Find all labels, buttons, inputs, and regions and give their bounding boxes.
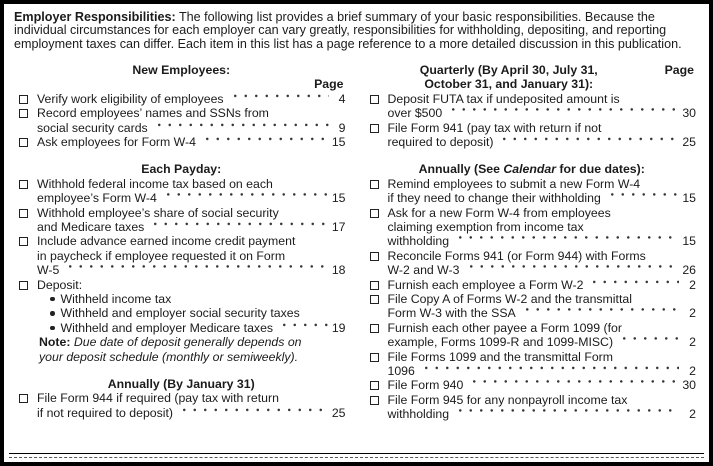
checklist-item — [17, 206, 346, 235]
checkbox-icon[interactable] — [370, 124, 379, 133]
checkbox-icon[interactable] — [19, 209, 28, 218]
item-text: Deposit: — [37, 277, 83, 292]
bullet-text: Withheld and employer Medicare taxes — [60, 320, 274, 335]
dot-leader — [607, 191, 679, 205]
checklist-item — [17, 391, 346, 420]
page-ref: 26 — [682, 263, 696, 278]
note-text: your deposit schedule (monthly or semiweekly). — [39, 349, 299, 364]
section-heading-new-employees: New Employees: — [132, 62, 231, 77]
item-text: Remind employees to submit a new Form W-4 — [387, 176, 641, 191]
left-column — [17, 63, 346, 422]
dot-leader — [65, 263, 327, 277]
item-text: W-5 — [37, 263, 60, 278]
checklist-item — [368, 292, 697, 321]
bullet-text: Withheld and employer social security taxes — [60, 306, 300, 321]
item-text: claiming exemption from income tax — [387, 219, 584, 234]
bottom-rule-dashed — [9, 457, 704, 458]
item-text: Ask employees for Form W-4 — [37, 134, 196, 149]
section-heading-quarterly-line2: October 31, and January 31): — [424, 77, 594, 92]
item-text: Include advance earned income credit payment — [37, 234, 296, 249]
item-text: over $500 — [387, 106, 443, 121]
bullet-line — [37, 321, 346, 335]
item-text: File Form 940 — [387, 378, 464, 393]
item-text: withholding — [387, 407, 450, 422]
checklist-item — [368, 321, 697, 350]
item-text: Verify work eligibility of employees — [37, 91, 224, 106]
page-ref: 2 — [689, 306, 696, 321]
checkbox-icon[interactable] — [370, 209, 379, 218]
bullet-line — [37, 306, 346, 320]
dot-leader — [448, 106, 678, 120]
dot-leader — [154, 121, 329, 135]
item-text: Form W-3 with the SSA — [387, 306, 516, 321]
page-ref: 15 — [682, 191, 696, 206]
dot-leader — [421, 364, 679, 378]
checklist-item — [368, 121, 697, 150]
page-ref: 9 — [338, 120, 346, 135]
page-ref: 15 — [331, 191, 346, 206]
page-ref: 2 — [689, 364, 696, 379]
intro-paragraph — [14, 11, 700, 51]
item-text: required to deposit) — [387, 134, 494, 149]
checklist-item — [17, 177, 346, 206]
item-text: example, Forms 1099-R and 1099-MISC) — [387, 335, 614, 350]
page-ref: 19 — [331, 320, 346, 335]
dot-leader — [469, 378, 678, 392]
note-lead: Note: — [39, 335, 71, 350]
page-ref: 15 — [331, 134, 346, 149]
item-text: if they need to change their withholding — [387, 191, 601, 206]
checklist-item — [368, 177, 697, 206]
item-text: File Form 945 for any nonpayroll income tax — [387, 392, 628, 407]
checkbox-icon[interactable] — [370, 180, 379, 189]
page-ref: 2 — [689, 407, 696, 422]
checklist-item — [17, 92, 346, 106]
page-ref: 25 — [682, 134, 696, 149]
dot-leader — [150, 220, 327, 234]
checkbox-icon[interactable] — [19, 394, 28, 403]
item-text: Ask for a new Form W-4 from employees — [387, 205, 611, 220]
bullet-text: Withheld income tax — [60, 291, 172, 306]
checklist-item — [368, 92, 697, 121]
item-text: Withhold federal income tax based on each — [37, 176, 273, 191]
item-text: File Forms 1099 and the transmittal Form — [387, 349, 614, 364]
dot-leader — [179, 406, 328, 420]
page-ref: 30 — [682, 378, 696, 393]
bullet-icon — [50, 326, 55, 331]
dot-leader — [455, 407, 679, 421]
dot-leader — [522, 306, 679, 320]
checkbox-icon[interactable] — [370, 381, 379, 390]
deposit-note — [37, 350, 346, 364]
checkbox-icon[interactable] — [370, 396, 379, 405]
checkbox-icon[interactable] — [19, 281, 28, 290]
page-ref: 15 — [682, 234, 696, 249]
page-ref: 4 — [338, 91, 346, 106]
right-column — [368, 63, 697, 422]
page-column-label: Page — [314, 77, 344, 92]
checkbox-icon[interactable] — [370, 353, 379, 362]
item-text: Furnish each other payee a Form 1099 (for — [387, 320, 622, 335]
deposit-note — [37, 335, 346, 349]
checklist-item — [17, 234, 346, 277]
item-text: W-2 and W-3 — [387, 263, 460, 278]
checklist-item — [17, 135, 346, 149]
checklist-item — [368, 393, 697, 422]
dot-leader — [619, 335, 679, 349]
item-text: 1096 — [387, 364, 415, 379]
dot-leader — [499, 135, 678, 149]
bullet-icon — [50, 297, 55, 302]
page-ref: 2 — [689, 277, 696, 292]
checkbox-icon[interactable] — [370, 95, 379, 104]
item-text: in paycheck if employee requested it on Form — [37, 248, 286, 263]
checkbox-icon[interactable] — [19, 138, 28, 147]
section-heading-quarterly-line1: Quarterly (By April 30, July 31, — [419, 62, 598, 77]
dot-leader — [279, 321, 328, 335]
item-text: if not required to deposit) — [37, 405, 174, 420]
note-text: Due date of deposit generally depends on — [73, 335, 302, 350]
item-text: Deposit FUTA tax if undeposited amount is — [387, 91, 620, 106]
bullet-icon — [50, 311, 55, 316]
checklist-item-deposit — [17, 278, 346, 364]
checklist-item — [368, 278, 697, 292]
checkbox-icon[interactable] — [370, 281, 379, 290]
item-text: and Medicare taxes — [37, 219, 145, 234]
calendar-italic: Calendar — [503, 162, 557, 177]
checkbox-icon[interactable] — [19, 109, 28, 118]
item-text: social security cards — [37, 120, 148, 135]
intro-text: The following list provides a brief summary of your basic responsibilities. Because the individual circumstances for each employer can vary greatly, responsibilities for withholding, depositing, and reporting employment taxes can differ. Each item in this list has a page reference to a more detailed discussion in this publication. — [14, 10, 682, 51]
bottom-rule-solid — [9, 453, 704, 454]
section-quarterly — [368, 63, 697, 149]
page-ref: 30 — [682, 106, 696, 121]
checkbox-icon[interactable] — [19, 95, 28, 104]
item-text: Record employees’ names and SSNs from — [37, 106, 269, 121]
section-heading-annually-calendar: Annually (See Calendar for due dates): — [418, 162, 645, 177]
item-text: File Form 944 if required (pay tax with return — [37, 391, 279, 406]
checkbox-icon[interactable] — [19, 180, 28, 189]
section-heading-annually-january: Annually (By January 31) — [107, 377, 255, 392]
item-text: File Copy A of Forms W-2 and the transmittal — [387, 291, 632, 306]
bullet-line — [37, 292, 346, 306]
section-each-payday — [17, 162, 346, 364]
section-heading-each-payday: Each Payday: — [141, 162, 222, 177]
checklist-item — [368, 249, 697, 278]
page-ref: 2 — [689, 335, 696, 350]
section-annually-january — [17, 377, 346, 420]
page-ref: 25 — [331, 405, 346, 420]
checkbox-icon[interactable] — [370, 295, 379, 304]
checklist-item — [368, 206, 697, 249]
item-text: Withhold employee’s share of social security — [37, 205, 279, 220]
section-new-employees — [17, 63, 346, 149]
checkbox-icon[interactable] — [370, 252, 379, 261]
item-text: File Form 941 (pay tax with return if not — [387, 120, 602, 135]
item-text: employee’s Form W-4 — [37, 191, 157, 206]
checklist-item — [17, 106, 346, 135]
section-annually-calendar — [368, 162, 697, 421]
item-text: Reconcile Forms 941 (or Form 944) with Forms — [387, 248, 646, 263]
dot-leader — [455, 234, 678, 248]
dot-leader — [466, 263, 679, 277]
two-column-layout — [14, 63, 700, 422]
dot-leader — [589, 278, 679, 292]
checkbox-icon[interactable] — [19, 237, 28, 246]
checklist-item — [368, 378, 697, 392]
page-ref: 17 — [331, 219, 346, 234]
intro-lead: Employer Responsibilities: — [14, 10, 176, 24]
page-ref: 18 — [331, 263, 346, 278]
dot-leader — [163, 191, 328, 205]
page-column-label: Page — [664, 62, 694, 77]
item-text: Furnish each employee a Form W-2 — [387, 277, 584, 292]
item-text: withholding — [387, 234, 450, 249]
dot-leader — [230, 92, 329, 106]
checkbox-icon[interactable] — [370, 324, 379, 333]
checklist-item — [368, 350, 697, 379]
dot-leader — [202, 135, 328, 149]
